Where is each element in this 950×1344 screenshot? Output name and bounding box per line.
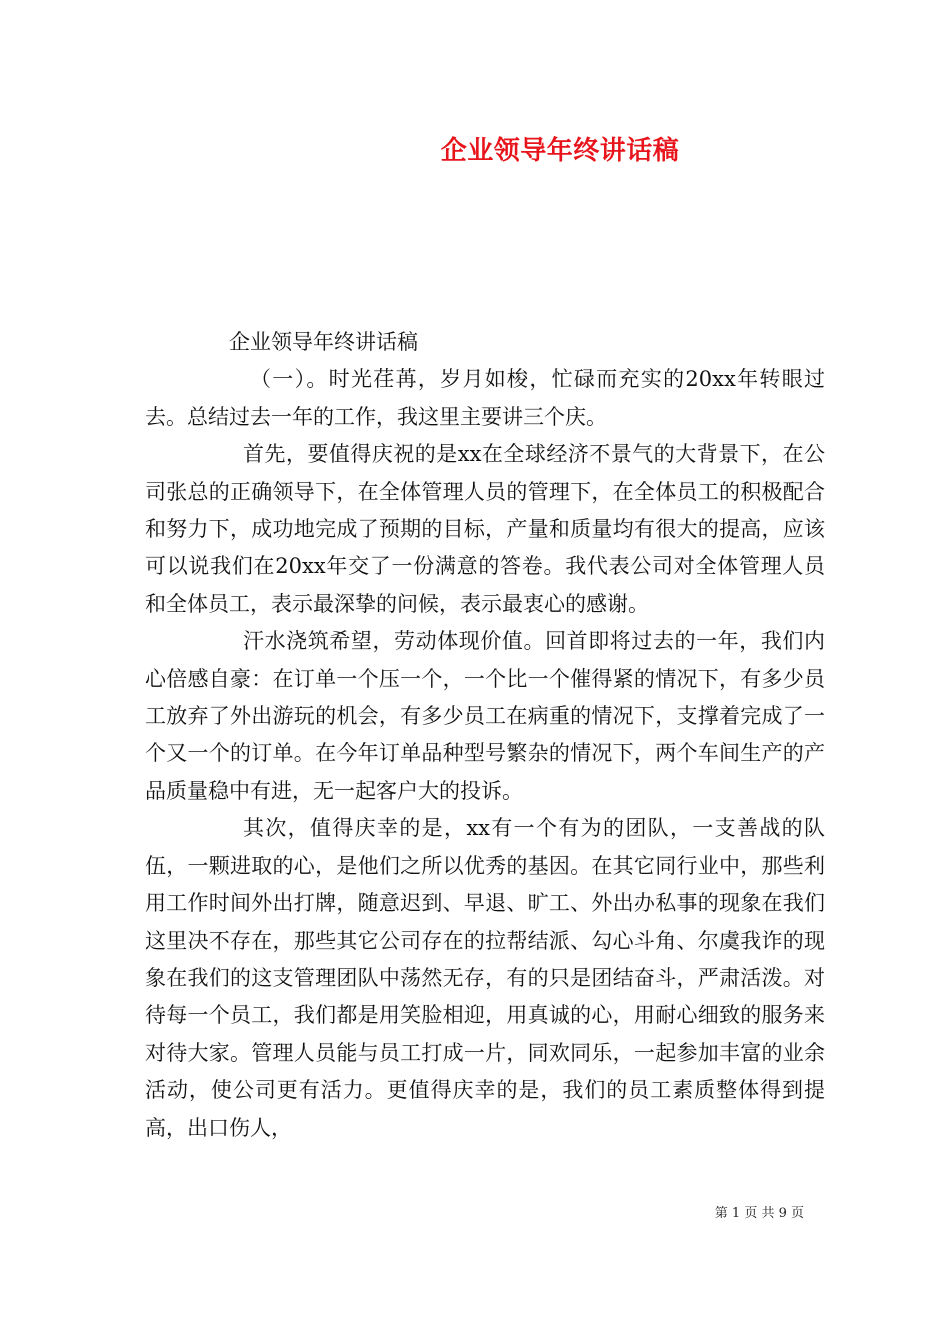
paragraph: 其次，值得庆幸的是，xx有一个有为的团队，一支善战的队伍，一颗进取的心，是他们之所以优秀的基因。在其它同行业中，那些利用工作时间外出打牌，随意迟到、早退、旷工、外出办私事的现象在我们这里决不存在，那些其它公司存在的拉帮结派、勾心斗角、尔虞我诈的现象在我们的这支管理团队中荡然无存，有的只是团结奋斗，严肃活泼。对待每一个员工，我们都是用笑脸相迎，用真诚的心，用耐心细致的服务来对待大家。管理人员能与员工打成一片，同欢同乐，一起参加丰富的业余活动，使公司更有活力。更值得庆幸的是，我们的员工素质整体得到提高，出口伤人， — [145, 816, 825, 1140]
paragraph: （一）。时光荏苒，岁月如梭，忙碌而充实的20xx年转眼过去。总结过去一年的工作，我这里主要讲三个庆。 — [145, 367, 825, 429]
body-heading: 企业领导年终讲话稿 — [229, 330, 418, 354]
document-title: 企业领导年终讲话稿 — [440, 136, 680, 166]
page-number-footer: 第 1 页 共 9 页 — [714, 1206, 804, 1221]
document-body — [145, 324, 825, 1147]
paragraph: 汗水浇筑希望，劳动体现价值。回首即将过去的一年，我们内心倍感自豪：在订单一个压一个，一个比一个催得紧的情况下，有多少员工放弃了外出游玩的机会，有多少员工在病重的情况下，支撑着完成了一个又一个的订单。在今年订单品种型号繁杂的情况下，两个车间生产的产品质量稳中有进，无一起客户大的投诉。 — [145, 629, 825, 803]
paragraph: 首先，要值得庆祝的是xx在全球经济不景气的大背景下，在公司张总的正确领导下，在全体管理人员的管理下，在全体员工的积极配合和努力下，成功地完成了预期的目标，产量和质量均有很大的提高，应该可以说我们在20xx年交了一份满意的答卷。我代表公司对全体管理人员和全体员工，表示最深挚的问候，表示最衷心的感谢。 — [145, 442, 825, 616]
